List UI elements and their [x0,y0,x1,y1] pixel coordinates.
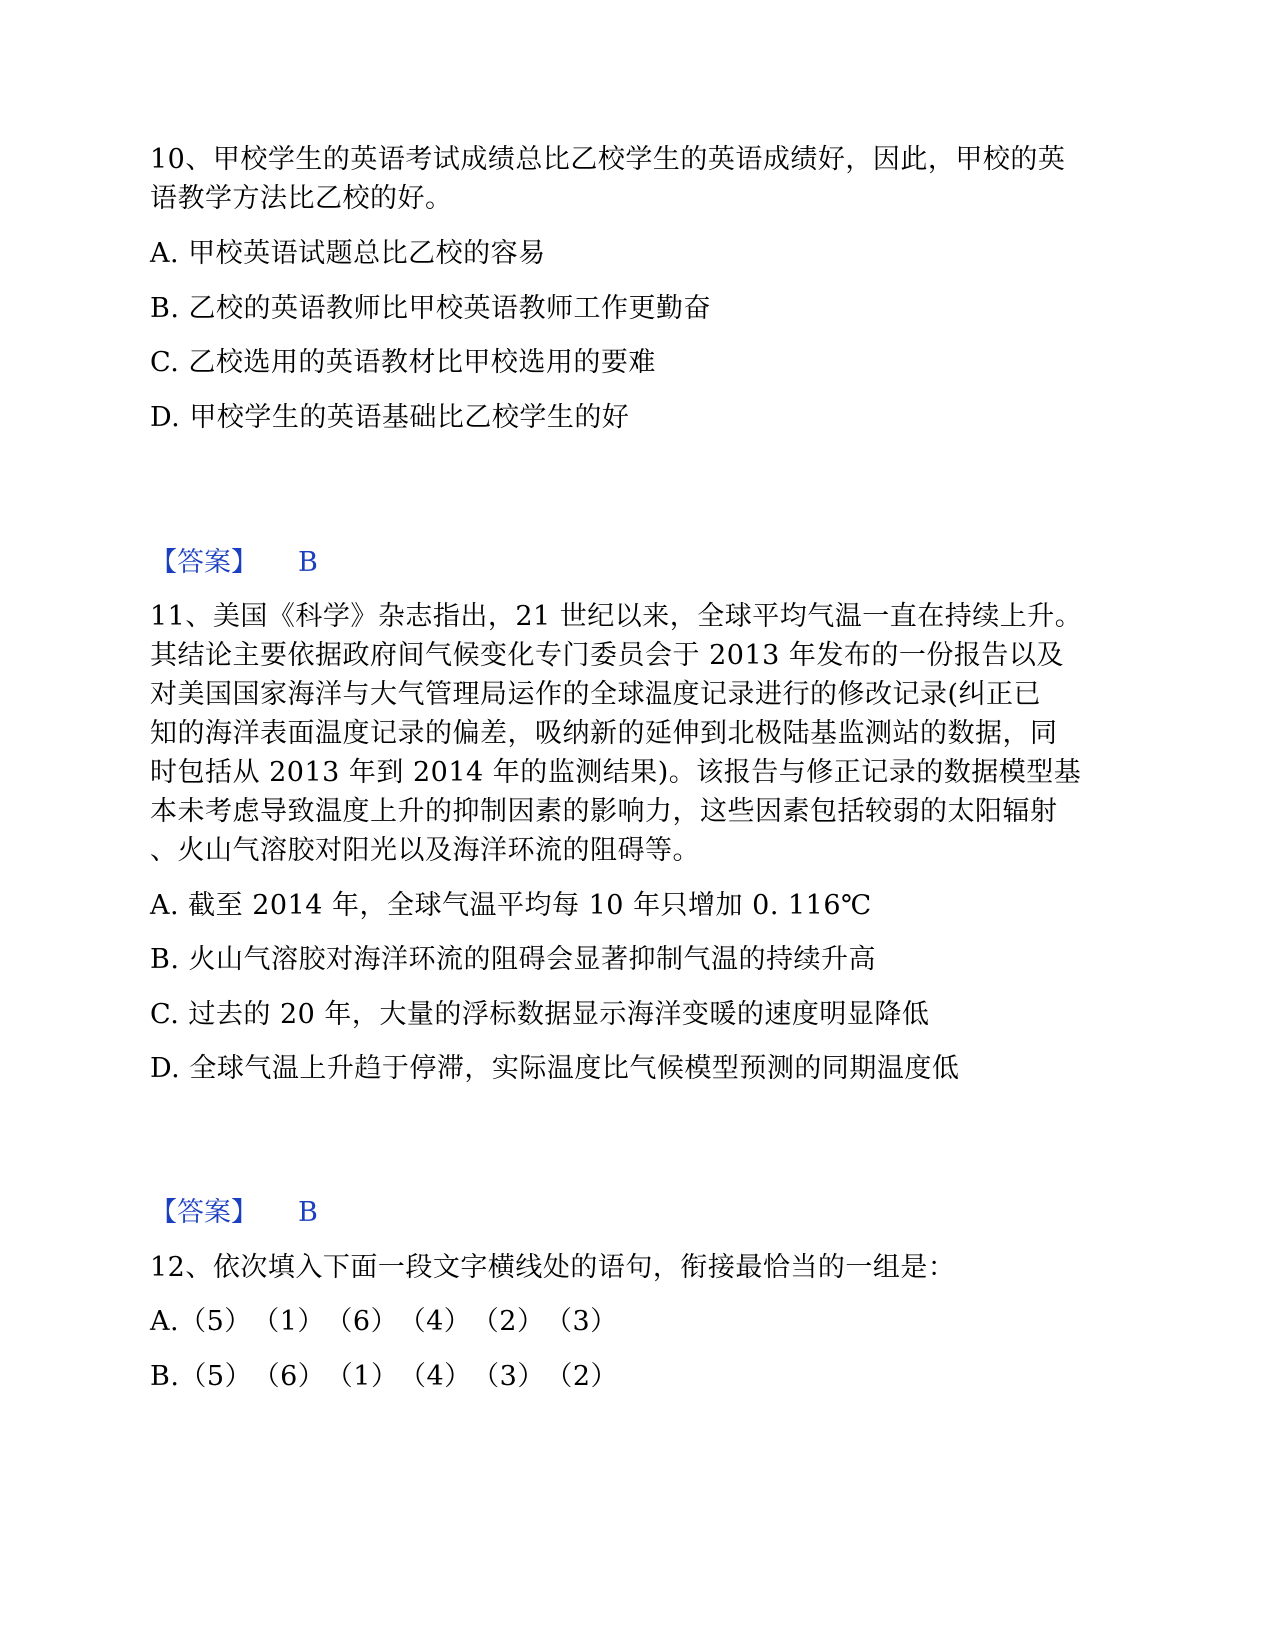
question-11-answer [150,1193,1120,1233]
answer-label: 【答案】 [150,1197,258,1228]
option-text: B.（5） （6） （1） （4） （3） （2） [150,1361,618,1392]
option-text: A. 甲校英语试题总比乙校的容易 [150,238,546,269]
question-10-answer [150,543,1120,583]
stem-line: 本未考虑导致温度上升的抑制因素的影响力，这些因素包括较弱的太阳辐射 [150,796,1058,827]
answer-value: B [298,547,318,578]
stem-line: 对美国国家海洋与大气管理局运作的全球温度记录进行的修改记录(纠正已 [150,679,1042,710]
question-12-stem [150,1248,1120,1287]
stem-line: 、火山气溶胶对阳光以及海洋环流的阻碍等。 [150,835,700,866]
question-11-stem [150,597,1120,870]
stem-line: 语教学方法比乙校的好。 [150,183,453,214]
question-11-option-c [150,995,1120,1035]
question-12-option-b [150,1357,1120,1397]
question-11-option-d [150,1049,1120,1089]
stem-line: 其结论主要依据政府间气候变化专门委员会于 2013 年发布的一份报告以及 [150,640,1064,671]
answer-value: B [298,1197,318,1228]
option-text: D. 全球气温上升趋于停滞，实际温度比气候模型预测的同期温度低 [150,1053,960,1084]
stem-line: 知的海洋表面温度记录的偏差，吸纳新的延伸到北极陆基监测站的数据，同 [150,718,1058,749]
option-text: A.（5） （1） （6） （4） （2） （3） [150,1306,618,1337]
question-11-option-a [150,886,1120,926]
question-10-option-d [150,398,1120,438]
stem-line: 11、美国《科学》杂志指出，21 世纪以来，全球平均气温一直在持续上升。 [150,601,1083,632]
question-11-option-b [150,940,1120,980]
question-10-option-c [150,343,1120,383]
question-10-stem [150,140,1120,218]
stem-line: 时包括从 2013 年到 2014 年的监测结果)。该报告与修正记录的数据模型基 [150,757,1082,788]
option-text: C. 乙校选用的英语教材比甲校选用的要难 [150,347,656,378]
question-10-option-a [150,234,1120,274]
answer-label: 【答案】 [150,547,258,578]
option-text: B. 火山气溶胶对海洋环流的阻碍会显著抑制气温的持续升高 [150,944,877,975]
stem-line: 10、甲校学生的英语考试成绩总比乙校学生的英语成绩好，因此，甲校的英 [150,144,1066,175]
option-text: B. 乙校的英语教师比甲校英语教师工作更勤奋 [150,293,712,324]
option-text: D. 甲校学生的英语基础比乙校学生的好 [150,402,630,433]
question-10-option-b [150,289,1120,329]
question-12-option-a [150,1302,1120,1342]
stem-line: 12、依次填入下面一段文字横线处的语句，衔接最恰当的一组是： [150,1252,956,1283]
option-text: C. 过去的 20 年，大量的浮标数据显示海洋变暖的速度明显降低 [150,999,930,1030]
option-text: A. 截至 2014 年，全球气温平均每 10 年只增加 0. 116℃ [150,890,872,921]
